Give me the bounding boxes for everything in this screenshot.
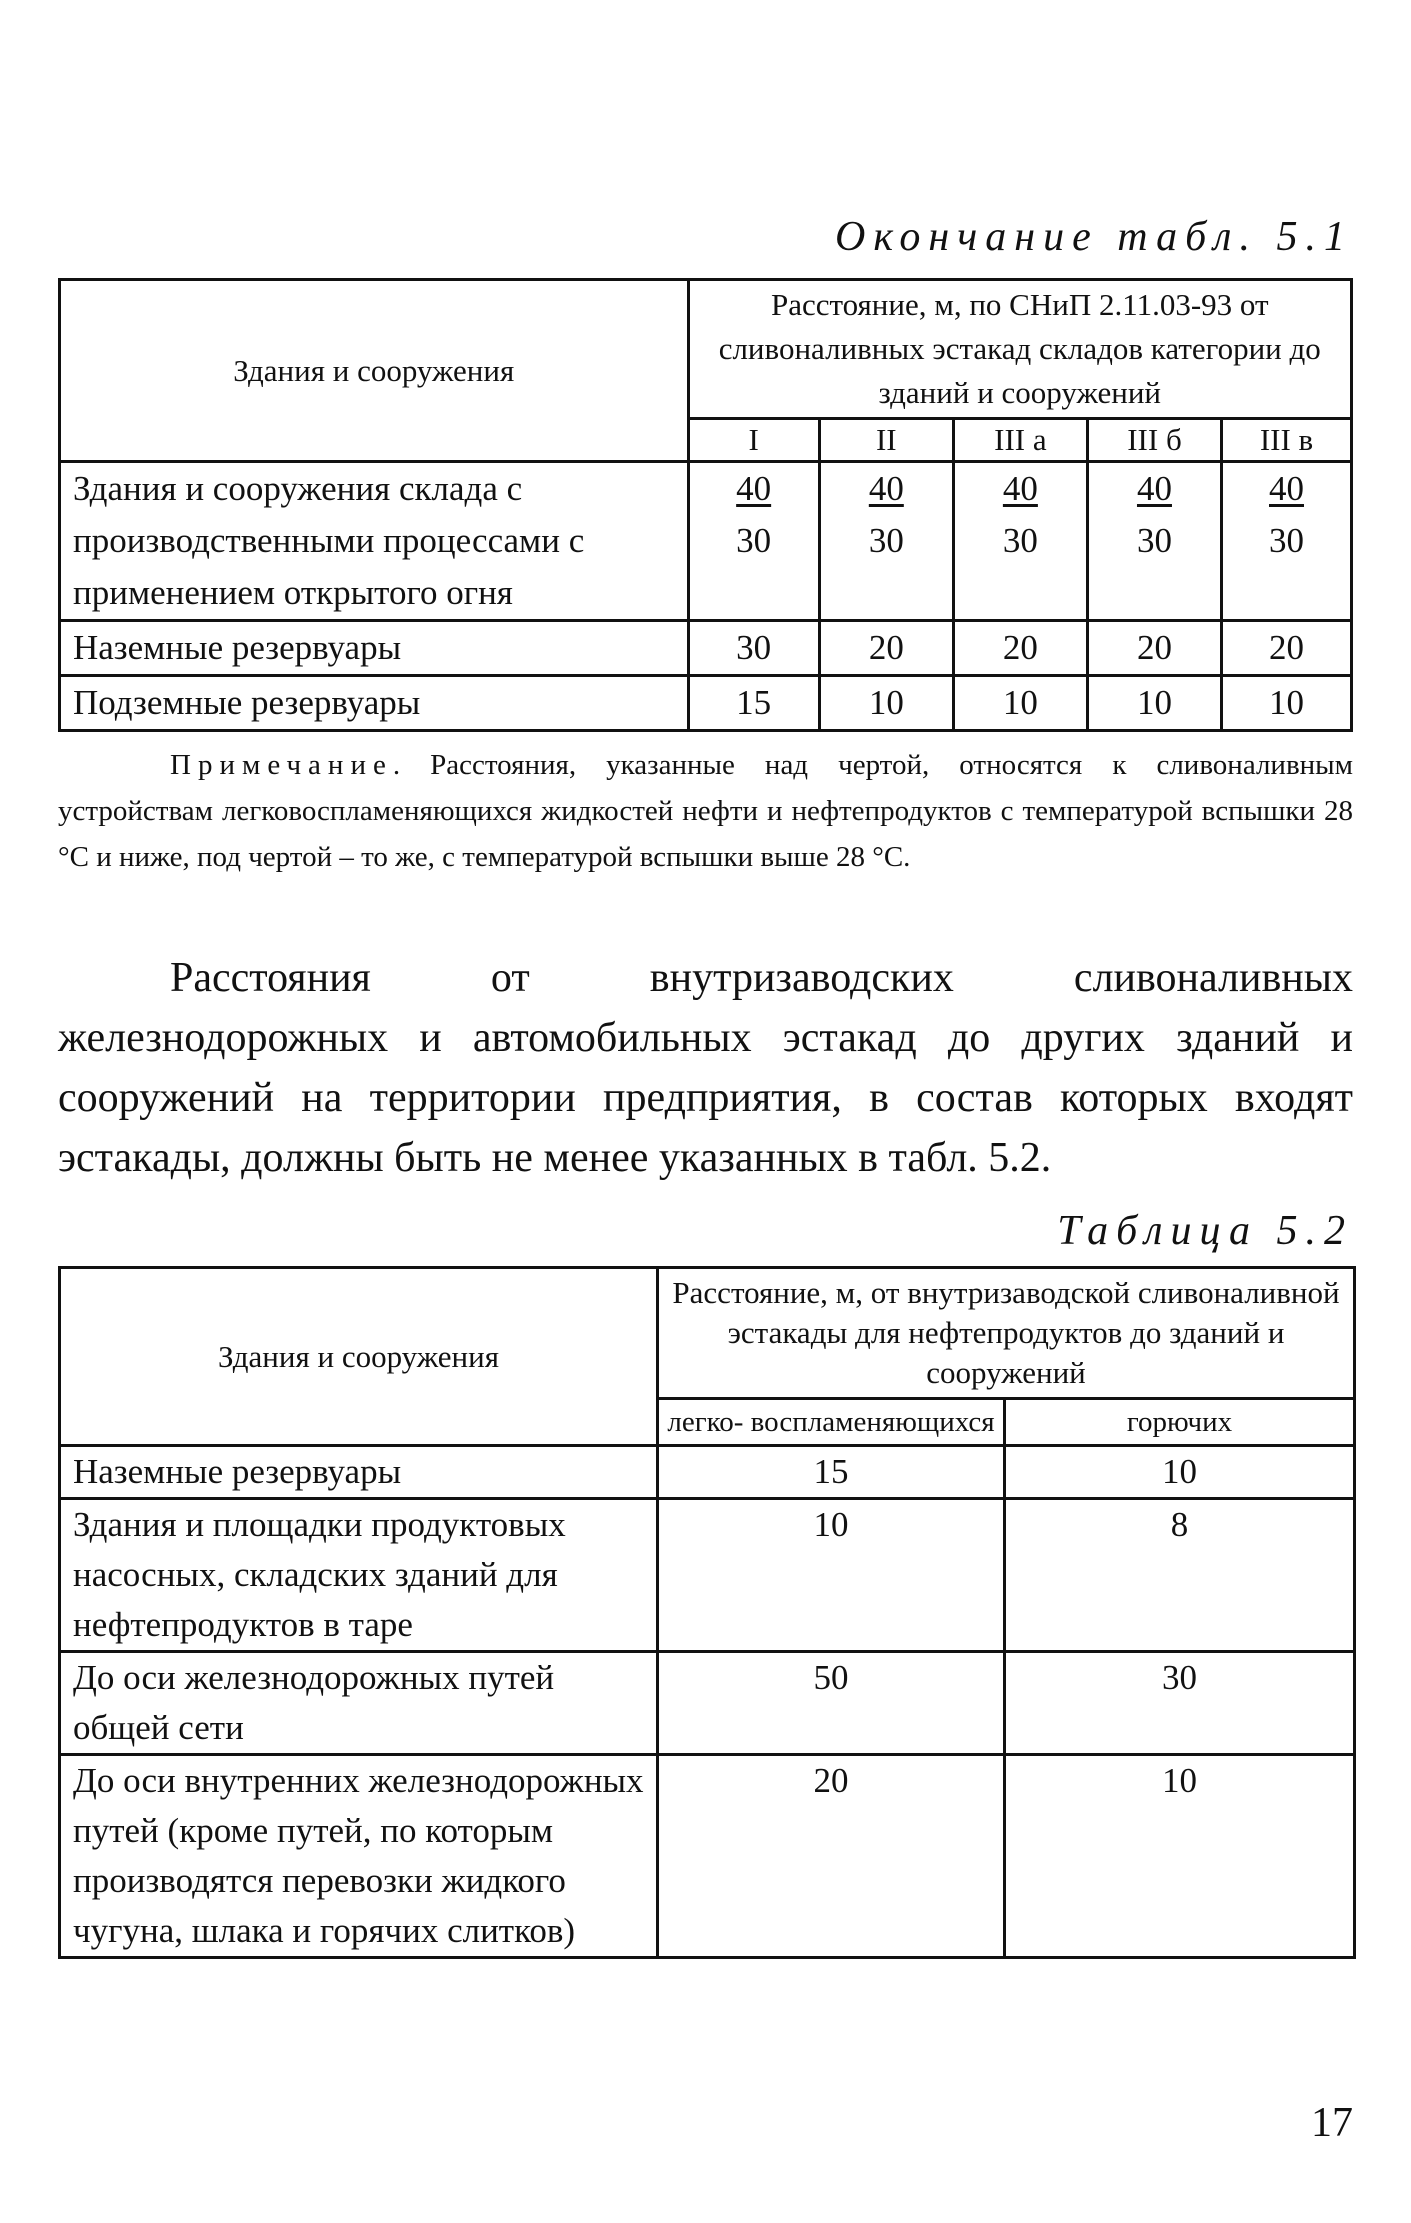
value-below-line: 30 [736, 521, 772, 560]
table-row [60, 462, 1352, 621]
table2-header-row [60, 1268, 1355, 1399]
table1-category-header: I [688, 419, 819, 462]
table2-col-flammable: легко- воспламеняющихся [658, 1399, 1005, 1446]
value-cell: 10 [1222, 676, 1352, 731]
table1-category-header: III б [1087, 419, 1221, 462]
table2-col-combustible: горючих [1005, 1399, 1355, 1446]
table1-category-header: III а [953, 419, 1087, 462]
value-cell: 10 [819, 676, 953, 731]
table2-caption: Таблица 5.2 [1057, 1208, 1353, 1254]
value-cell: 20 [1222, 621, 1352, 676]
value-cell: 20 [819, 621, 953, 676]
value-cell: 30 [1005, 1652, 1355, 1755]
value-cell: 15 [658, 1446, 1005, 1499]
row-label: Наземные резервуары [60, 621, 689, 676]
value-cell: 20 [953, 621, 1087, 676]
fraction-cell [688, 462, 819, 621]
table-row [60, 1499, 1355, 1652]
table1-caption: Окончание табл. 5.1 [835, 214, 1353, 260]
value-cell: 20 [1087, 621, 1221, 676]
table2-col-header-buildings: Здания и сооружения [60, 1268, 658, 1446]
value-cell: 20 [658, 1755, 1005, 1958]
value-below-line: 30 [1269, 521, 1304, 560]
table-row [60, 621, 1352, 676]
row-label: До оси внутренних железнодорожных путей (кроме путей, по которым производятся перевозки жидкого чугуна, шлака и горячих слитков) [60, 1755, 658, 1958]
table1-col-header-distance: Расстояние, м, по СНиП 2.11.03-93 от сливоналивных эстакад складов категории до зданий и сооружений [688, 280, 1352, 419]
table2-col-header-distance: Расстояние, м, от внутризаводской сливоналивной эстакады для нефтепродуктов до зданий и сооружений [658, 1268, 1355, 1399]
table-row [60, 1446, 1355, 1499]
value-above-line: 40 [1269, 469, 1304, 508]
table1-category-header: III в [1222, 419, 1352, 462]
row-label: Наземные резервуары [60, 1446, 658, 1499]
value-cell: 10 [953, 676, 1087, 731]
value-above-line: 40 [736, 469, 772, 508]
value-above-line: 40 [1136, 469, 1172, 508]
row-label: До оси железнодорожных путей общей сети [60, 1652, 658, 1755]
fraction-cell [1087, 462, 1221, 621]
table1-note [58, 742, 1353, 880]
body-paragraph: Расстояния от внутризаводских сливоналивных железнодорожных и автомобильных эстакад до других зданий и сооружений на территории предприятия, в состав которых входят эстакады, должны быть не менее указанных в табл. 5.2. [58, 955, 1353, 1181]
value-below-line: 30 [1136, 521, 1172, 560]
value-above-line: 40 [868, 469, 904, 508]
table-row [60, 1755, 1355, 1958]
fraction-cell [819, 462, 953, 621]
value-cell: 30 [688, 621, 819, 676]
table1-category-header: II [819, 419, 953, 462]
value-below-line: 30 [868, 521, 904, 560]
fraction-cell [953, 462, 1087, 621]
value-cell: 10 [1005, 1446, 1355, 1499]
value-above-line: 40 [1002, 469, 1038, 508]
fraction-cell [1222, 462, 1352, 621]
row-label: Здания и сооружения склада с производственными процессами с применением открытого огня [60, 462, 689, 621]
value-cell: 10 [658, 1499, 1005, 1652]
table-row [60, 676, 1352, 731]
row-label: Здания и площадки продуктовых насосных, складских зданий для нефтепродуктов в таре [60, 1499, 658, 1652]
value-cell: 10 [1005, 1755, 1355, 1958]
table-5-1 [58, 278, 1353, 732]
value-cell: 15 [688, 676, 819, 731]
note-title: Примечание [170, 749, 393, 781]
table-5-2 [58, 1266, 1356, 1959]
table1-col-header-buildings: Здания и сооружения [60, 280, 689, 462]
note-text: . Расстояния, указанные над чертой, относятся к сливоналивным устройствам легковоспламеняющихся жидкостей нефти и нефтепродуктов с температурой вспышки 28 °С и ниже, под чертой – то же, с температурой вспышки выше 28 °С. [58, 749, 1353, 873]
value-below-line: 30 [1002, 521, 1038, 560]
page-number: 17 [1311, 2100, 1353, 2146]
value-cell: 50 [658, 1652, 1005, 1755]
row-label: Подземные резервуары [60, 676, 689, 731]
table1-header-row [60, 280, 1352, 419]
value-cell: 10 [1087, 676, 1221, 731]
value-cell: 8 [1005, 1499, 1355, 1652]
table-row [60, 1652, 1355, 1755]
